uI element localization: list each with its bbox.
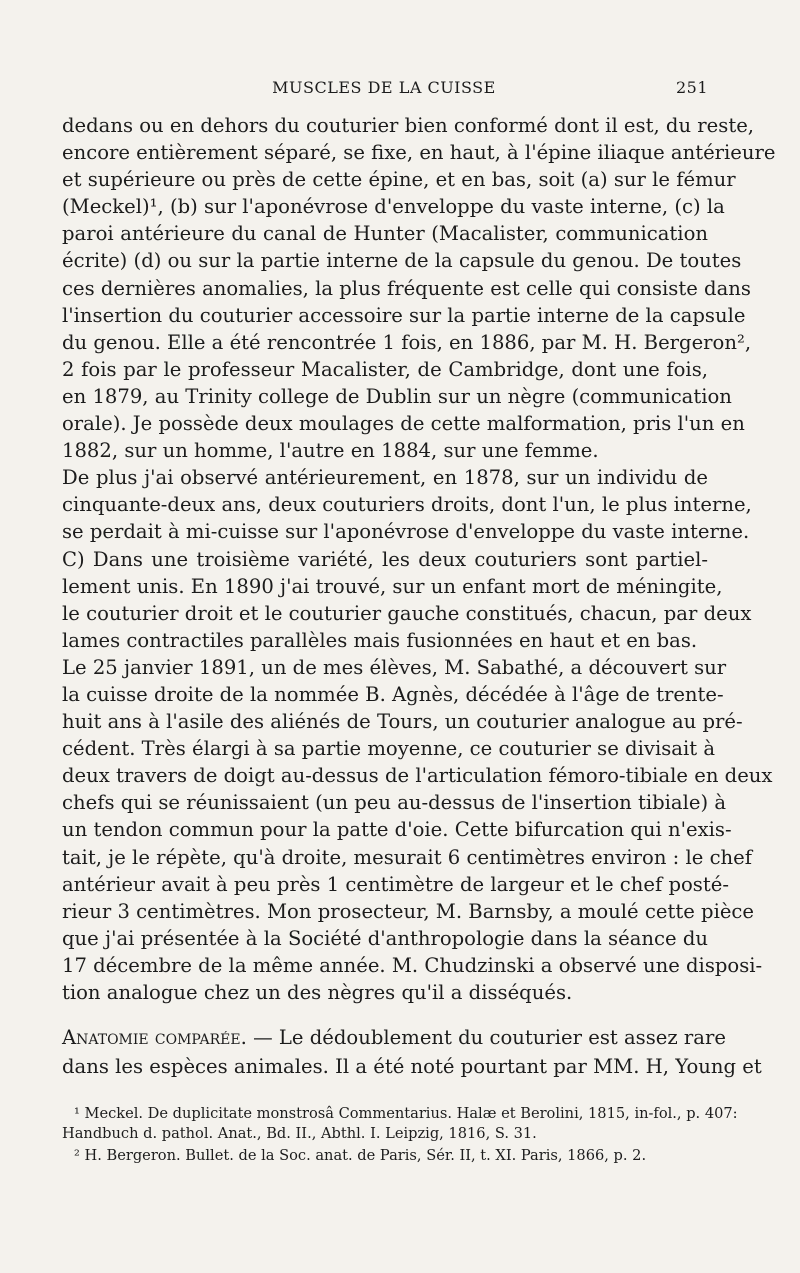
body-line: un tendon commun pour la patte d'oie. Cette bifurcation qui n'exis-	[62, 818, 732, 842]
footnote-1-line-1: Meckel. De duplicitate monstrosâ Commentarius. Halæ et Berolini, 1815, in-fol., p. 407:	[84, 1105, 738, 1122]
body-line: lement unis. En 1890 j'ai trouvé, sur un enfant mort de méningite,	[62, 574, 723, 598]
body-line: écrite) (d) ou sur la partie interne de la capsule du genou. De toutes	[62, 249, 742, 273]
body-line: C) Dans une troisième variété, les deux couturiers sont partiel-	[62, 547, 708, 571]
body-line: cinquante-deux ans, deux couturiers droits, dont l'un, le plus interne,	[62, 493, 752, 517]
page-number: 251	[675, 78, 708, 97]
body-line: huit ans à l'asile des aliénés de Tours, un couturier analogue au pré-	[62, 710, 743, 734]
body-line: l'insertion du couturier accessoire sur la partie interne de la capsule	[62, 303, 746, 327]
body-line: De plus j'ai observé antérieurement, en 1878, sur un individu de	[62, 466, 708, 490]
section-heading: Anatomie comparée.	[62, 1026, 247, 1049]
body-line: cédent. Très élargi à sa partie moyenne, ce couturier se divisait à	[62, 737, 715, 761]
footnote-2-mark: ²	[74, 1147, 80, 1164]
body-line: chefs qui se réunissaient (un peu au-dessus de l'insertion tibiale) à	[62, 791, 727, 815]
body-text	[62, 112, 776, 1006]
footnotes	[62, 1104, 738, 1166]
body-line: 17 décembre de la même année. M. Chudzinski a observé une disposi-	[62, 953, 763, 977]
section-line-2: dans les espèces animales. Il a été noté pourtant par MM. H, Young et	[62, 1055, 762, 1078]
body-line: Le 25 janvier 1891, un de mes élèves, M. Sabathé, a découvert sur	[62, 655, 727, 679]
body-line: lames contractiles parallèles mais fusionnées en haut et en bas.	[62, 628, 698, 652]
body-line: tait, je le répète, qu'à droite, mesurait 6 centimètres environ : le chef	[62, 845, 753, 869]
body-line: le couturier droit et le couturier gauche constitués, chacun, par deux	[62, 601, 752, 625]
footnote-1-line-2: Handbuch d. pathol. Anat., Bd. II., Abthl. I. Leipzig, 1816, S. 31.	[62, 1125, 537, 1142]
body-line: la cuisse droite de la nommée B. Agnès, décédée à l'âge de trente-	[62, 682, 724, 706]
body-line: encore entièrement séparé, se fixe, en haut, à l'épine iliaque antérieure	[62, 141, 776, 165]
footnote-2	[62, 1146, 708, 1166]
footnote-1-mark: ¹	[74, 1105, 80, 1122]
body-line: du genou. Elle a été rencontrée 1 fois, en 1886, par M. H. Bergeron²,	[62, 330, 752, 354]
body-line: que j'ai présentée à la Société d'anthropologie dans la séance du	[62, 926, 708, 950]
body-line: ces dernières anomalies, la plus fréquente est celle qui consiste dans	[62, 276, 751, 300]
footnote-1	[62, 1104, 738, 1144]
body-line: tion analogue chez un des nègres qu'il a disséqués.	[62, 981, 573, 1004]
body-line: paroi antérieure du canal de Hunter (Macalister, communication	[62, 222, 708, 246]
body-line: se perdait à mi-cuisse sur l'aponévrose d'enveloppe du vaste interne.	[62, 520, 750, 544]
body-line: deux travers de doigt au-dessus de l'articulation fémoro-tibiale en deux	[62, 764, 773, 788]
running-title: MUSCLES DE LA CUISSE	[272, 78, 496, 97]
body-line: rieur 3 centimètres. Mon prosecteur, M. Barnsby, a moulé cette pièce	[62, 899, 754, 923]
footnote-2-line-1: H. Bergeron. Bullet. de la Soc. anat. de Paris, Sér. II, t. XI. Paris, 1866, p. 2.	[84, 1147, 647, 1164]
body-line: et supérieure ou près de cette épine, et en bas, soit (a) sur le fémur	[62, 168, 736, 192]
running-header	[60, 78, 708, 102]
body-line: 1882, sur un homme, l'autre en 1884, sur une femme.	[62, 439, 599, 463]
body-line: antérieur avait à peu près 1 centimètre de largeur et le chef posté-	[62, 872, 729, 896]
body-line: orale). Je possède deux moulages de cette malformation, pris l'un en	[62, 412, 745, 436]
section-comparative-anatomy	[62, 1023, 762, 1081]
body-line: en 1879, au Trinity college de Dublin sur un nègre (communication	[62, 384, 732, 408]
body-line: dedans ou en dehors du couturier bien conformé dont il est, du reste,	[62, 114, 755, 137]
body-line: (Meckel)¹, (b) sur l'aponévrose d'enveloppe du vaste interne, (c) la	[62, 195, 725, 219]
section-line-1: — Le dédoublement du couturier est assez rare	[246, 1026, 726, 1049]
body-line: 2 fois par le professeur Macalister, de Cambridge, dont une fois,	[62, 357, 708, 381]
